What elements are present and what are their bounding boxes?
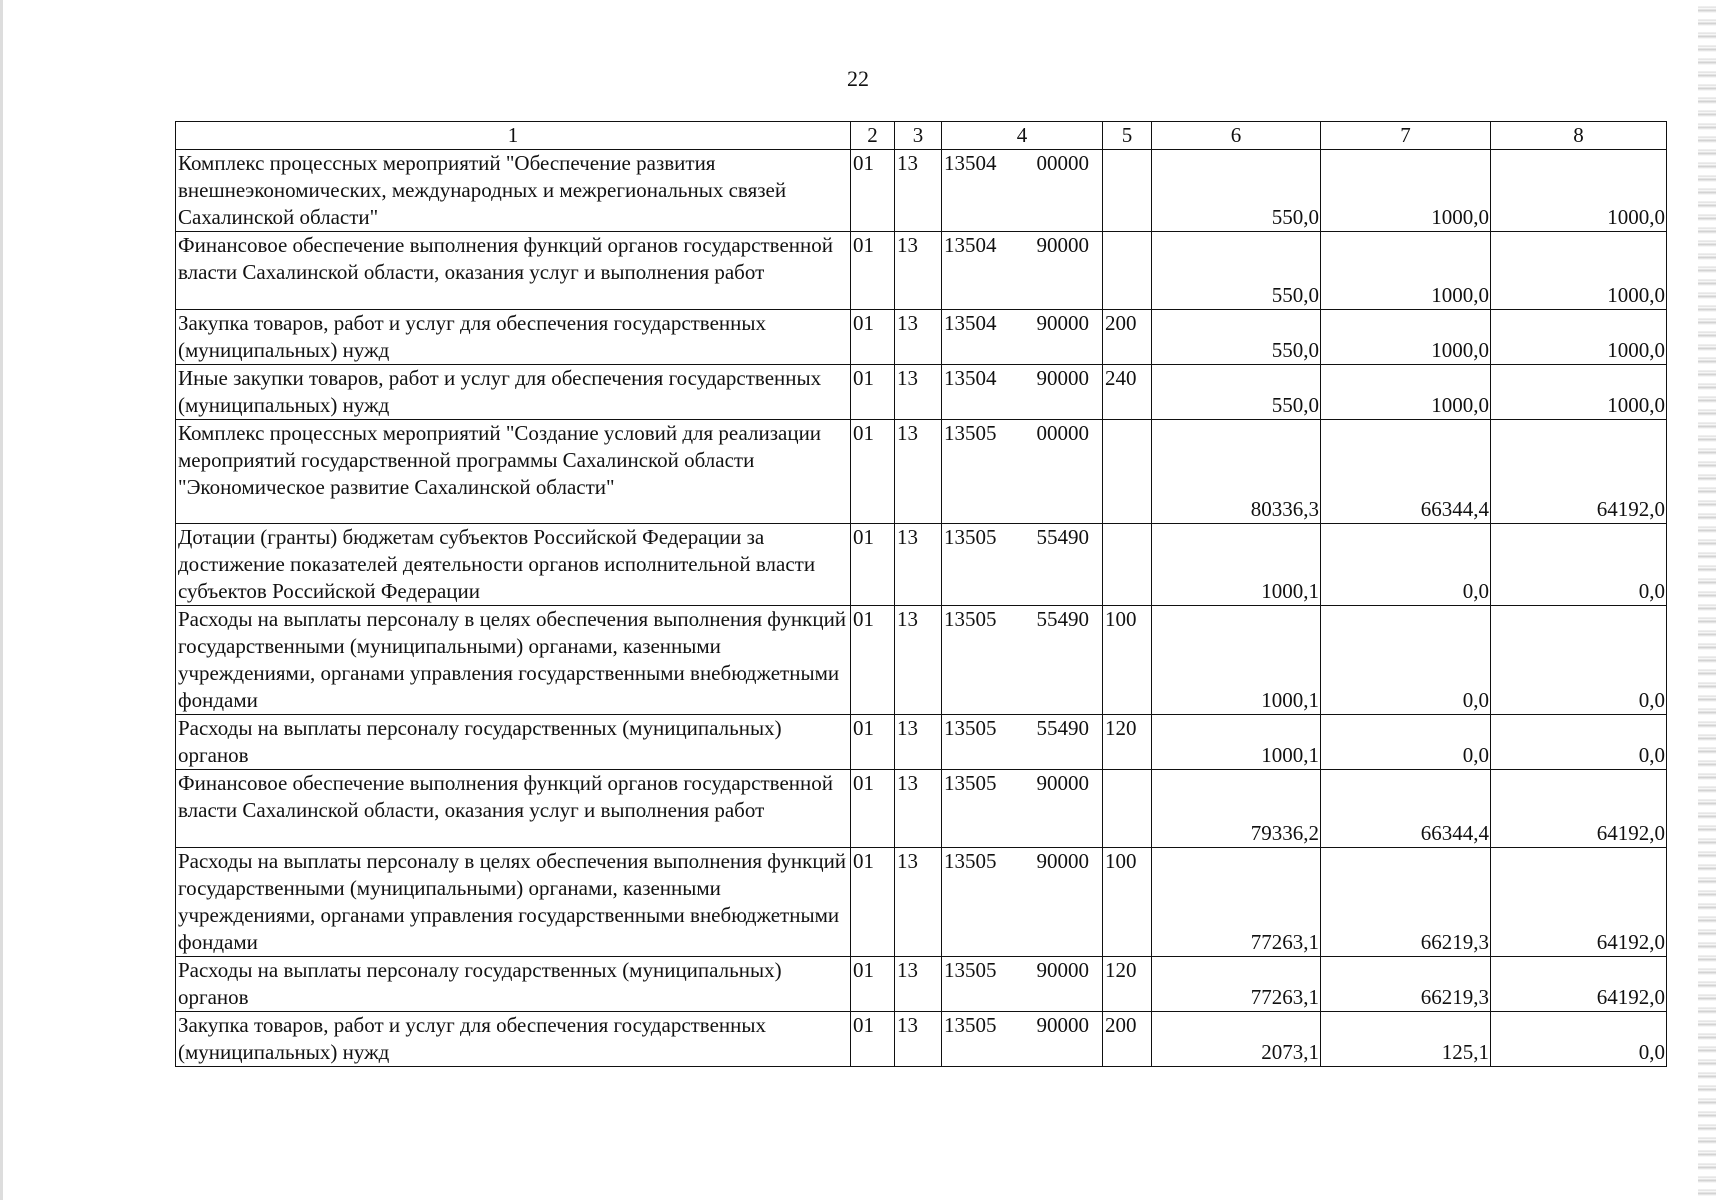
target-article-code <box>944 606 1099 633</box>
row-amount-col6: 1000,1 <box>1152 606 1321 715</box>
target-article-program: 13504 <box>944 233 997 257</box>
target-article-program: 13505 <box>944 958 997 982</box>
row-expense-type: 100 <box>1103 848 1152 957</box>
target-article-program: 13505 <box>944 607 997 631</box>
row-target-article <box>942 1012 1103 1067</box>
row-amount-col7: 1000,0 <box>1321 232 1491 310</box>
target-article-direction: 90000 <box>1036 771 1089 795</box>
target-article-direction: 55490 <box>1036 525 1089 549</box>
target-article-program: 13505 <box>944 716 997 740</box>
row-expense-type <box>1103 150 1152 232</box>
row-subsection-code: 13 <box>895 310 942 365</box>
row-amount-col7: 0,0 <box>1321 715 1491 770</box>
row-amount-col7: 0,0 <box>1321 524 1491 606</box>
row-amount-col7: 66219,3 <box>1321 957 1491 1012</box>
row-amount-col8: 64192,0 <box>1491 420 1667 524</box>
target-article-code <box>944 1012 1099 1039</box>
row-name: Закупка товаров, работ и услуг для обеспечения государственных (муниципальных) нужд <box>176 310 851 365</box>
budget-table <box>175 121 1667 1067</box>
row-amount-col7: 66344,4 <box>1321 770 1491 848</box>
row-subsection-code: 13 <box>895 365 942 420</box>
row-expense-type: 200 <box>1103 310 1152 365</box>
target-article-code <box>944 848 1099 875</box>
row-expense-type <box>1103 524 1152 606</box>
row-amount-col7: 0,0 <box>1321 606 1491 715</box>
scan-edge-left <box>0 0 3 1200</box>
row-name: Комплекс процессных мероприятий "Создание условий для реализации мероприятий государственной программы Сахалинской области "Экономическое развитие Сахалинской области" <box>176 420 851 524</box>
target-article-program: 13505 <box>944 849 997 873</box>
row-subsection-code: 13 <box>895 848 942 957</box>
row-name: Дотации (гранты) бюджетам субъектов Российской Федерации за достижение показателей деятельности органов исполнительной власти субъектов Российской Федерации <box>176 524 851 606</box>
row-section-code: 01 <box>851 770 895 848</box>
row-target-article <box>942 150 1103 232</box>
table-row <box>176 420 1667 524</box>
row-amount-col6: 550,0 <box>1152 232 1321 310</box>
table-row <box>176 715 1667 770</box>
row-name: Расходы на выплаты персоналу государственных (муниципальных) органов <box>176 957 851 1012</box>
row-amount-col6: 1000,1 <box>1152 715 1321 770</box>
row-amount-col6: 550,0 <box>1152 365 1321 420</box>
row-target-article <box>942 848 1103 957</box>
row-name: Закупка товаров, работ и услуг для обеспечения государственных (муниципальных) нужд <box>176 1012 851 1067</box>
target-article-code <box>944 957 1099 984</box>
row-amount-col6: 79336,2 <box>1152 770 1321 848</box>
table-row <box>176 524 1667 606</box>
target-article-direction: 90000 <box>1036 366 1089 390</box>
row-expense-type: 100 <box>1103 606 1152 715</box>
row-amount-col7: 1000,0 <box>1321 150 1491 232</box>
row-section-code: 01 <box>851 606 895 715</box>
row-target-article <box>942 420 1103 524</box>
table-row <box>176 957 1667 1012</box>
row-subsection-code: 13 <box>895 770 942 848</box>
table-row <box>176 310 1667 365</box>
row-amount-col8: 64192,0 <box>1491 957 1667 1012</box>
target-article-program: 13505 <box>944 1013 997 1037</box>
row-section-code: 01 <box>851 715 895 770</box>
row-target-article <box>942 770 1103 848</box>
row-amount-col6: 1000,1 <box>1152 524 1321 606</box>
row-amount-col8: 0,0 <box>1491 524 1667 606</box>
target-article-direction: 90000 <box>1036 311 1089 335</box>
target-article-program: 13504 <box>944 151 997 175</box>
row-subsection-code: 13 <box>895 715 942 770</box>
row-amount-col7: 1000,0 <box>1321 365 1491 420</box>
row-amount-col8: 1000,0 <box>1491 310 1667 365</box>
target-article-code <box>944 715 1099 742</box>
header-col-8: 8 <box>1491 122 1667 150</box>
table-row <box>176 770 1667 848</box>
target-article-direction: 90000 <box>1036 1013 1089 1037</box>
row-subsection-code: 13 <box>895 606 942 715</box>
row-section-code: 01 <box>851 1012 895 1067</box>
header-col-1: 1 <box>176 122 851 150</box>
target-article-direction: 55490 <box>1036 716 1089 740</box>
table-row <box>176 150 1667 232</box>
row-amount-col7: 125,1 <box>1321 1012 1491 1067</box>
row-name: Финансовое обеспечение выполнения функций органов государственной власти Сахалинской области, оказания услуг и выполнения работ <box>176 232 851 310</box>
row-amount-col8: 64192,0 <box>1491 770 1667 848</box>
target-article-program: 13504 <box>944 311 997 335</box>
row-subsection-code: 13 <box>895 1012 942 1067</box>
row-expense-type <box>1103 770 1152 848</box>
row-expense-type: 120 <box>1103 957 1152 1012</box>
row-section-code: 01 <box>851 150 895 232</box>
table-row <box>176 848 1667 957</box>
row-subsection-code: 13 <box>895 232 942 310</box>
table-row <box>176 1012 1667 1067</box>
row-section-code: 01 <box>851 310 895 365</box>
target-article-code <box>944 524 1099 551</box>
header-col-5: 5 <box>1103 122 1152 150</box>
target-article-code <box>944 365 1099 392</box>
row-expense-type: 240 <box>1103 365 1152 420</box>
table-body <box>176 150 1667 1067</box>
row-name: Расходы на выплаты персоналу в целях обеспечения выполнения функций государственными (муниципальными) органами, казенными учреждениями, органами управления государственными внебюджетными фондами <box>176 848 851 957</box>
row-target-article <box>942 957 1103 1012</box>
header-col-7: 7 <box>1321 122 1491 150</box>
row-target-article <box>942 524 1103 606</box>
target-article-direction: 00000 <box>1036 151 1089 175</box>
target-article-code <box>944 310 1099 337</box>
table-row <box>176 232 1667 310</box>
row-amount-col8: 1000,0 <box>1491 232 1667 310</box>
row-target-article <box>942 365 1103 420</box>
row-name: Иные закупки товаров, работ и услуг для обеспечения государственных (муниципальных) нужд <box>176 365 851 420</box>
row-name: Расходы на выплаты персоналу в целях обеспечения выполнения функций государственными (муниципальными) органами, казенными учреждениями, органами управления государственными внебюджетными фондами <box>176 606 851 715</box>
target-article-code <box>944 770 1099 797</box>
row-amount-col6: 80336,3 <box>1152 420 1321 524</box>
target-article-program: 13504 <box>944 366 997 390</box>
row-amount-col8: 1000,0 <box>1491 365 1667 420</box>
row-amount-col8: 1000,0 <box>1491 150 1667 232</box>
header-col-4: 4 <box>942 122 1103 150</box>
row-subsection-code: 13 <box>895 150 942 232</box>
row-expense-type: 120 <box>1103 715 1152 770</box>
row-expense-type: 200 <box>1103 1012 1152 1067</box>
target-article-code <box>944 420 1099 447</box>
target-article-code <box>944 232 1099 259</box>
row-subsection-code: 13 <box>895 524 942 606</box>
row-amount-col6: 77263,1 <box>1152 848 1321 957</box>
row-target-article <box>942 606 1103 715</box>
row-amount-col6: 550,0 <box>1152 310 1321 365</box>
row-amount-col7: 66344,4 <box>1321 420 1491 524</box>
target-article-direction: 55490 <box>1036 607 1089 631</box>
target-article-program: 13505 <box>944 525 997 549</box>
row-subsection-code: 13 <box>895 420 942 524</box>
row-target-article <box>942 310 1103 365</box>
row-name: Расходы на выплаты персоналу государственных (муниципальных) органов <box>176 715 851 770</box>
row-name: Финансовое обеспечение выполнения функций органов государственной власти Сахалинской области, оказания услуг и выполнения работ <box>176 770 851 848</box>
row-amount-col8: 0,0 <box>1491 606 1667 715</box>
row-target-article <box>942 715 1103 770</box>
row-expense-type <box>1103 420 1152 524</box>
target-article-direction: 90000 <box>1036 233 1089 257</box>
row-section-code: 01 <box>851 848 895 957</box>
row-amount-col7: 1000,0 <box>1321 310 1491 365</box>
row-section-code: 01 <box>851 420 895 524</box>
row-target-article <box>942 232 1103 310</box>
row-section-code: 01 <box>851 232 895 310</box>
row-section-code: 01 <box>851 365 895 420</box>
row-amount-col6: 77263,1 <box>1152 957 1321 1012</box>
scan-edge-right <box>1698 0 1716 1200</box>
target-article-direction: 00000 <box>1036 421 1089 445</box>
row-amount-col8: 0,0 <box>1491 1012 1667 1067</box>
row-amount-col8: 64192,0 <box>1491 848 1667 957</box>
row-section-code: 01 <box>851 957 895 1012</box>
target-article-direction: 90000 <box>1036 849 1089 873</box>
page-number: 22 <box>847 66 869 91</box>
target-article-program: 13505 <box>944 771 997 795</box>
row-subsection-code: 13 <box>895 957 942 1012</box>
row-section-code: 01 <box>851 524 895 606</box>
header-col-2: 2 <box>851 122 895 150</box>
target-article-program: 13505 <box>944 421 997 445</box>
header-col-3: 3 <box>895 122 942 150</box>
row-amount-col6: 2073,1 <box>1152 1012 1321 1067</box>
header-row <box>176 122 1667 150</box>
table-row <box>176 365 1667 420</box>
target-article-direction: 90000 <box>1036 958 1089 982</box>
row-expense-type <box>1103 232 1152 310</box>
target-article-code <box>944 150 1099 177</box>
row-amount-col6: 550,0 <box>1152 150 1321 232</box>
row-name: Комплекс процессных мероприятий "Обеспечение развития внешнеэкономических, международных и межрегиональных связей Сахалинской области" <box>176 150 851 232</box>
row-amount-col8: 0,0 <box>1491 715 1667 770</box>
header-col-6: 6 <box>1152 122 1321 150</box>
row-amount-col7: 66219,3 <box>1321 848 1491 957</box>
table-row <box>176 606 1667 715</box>
